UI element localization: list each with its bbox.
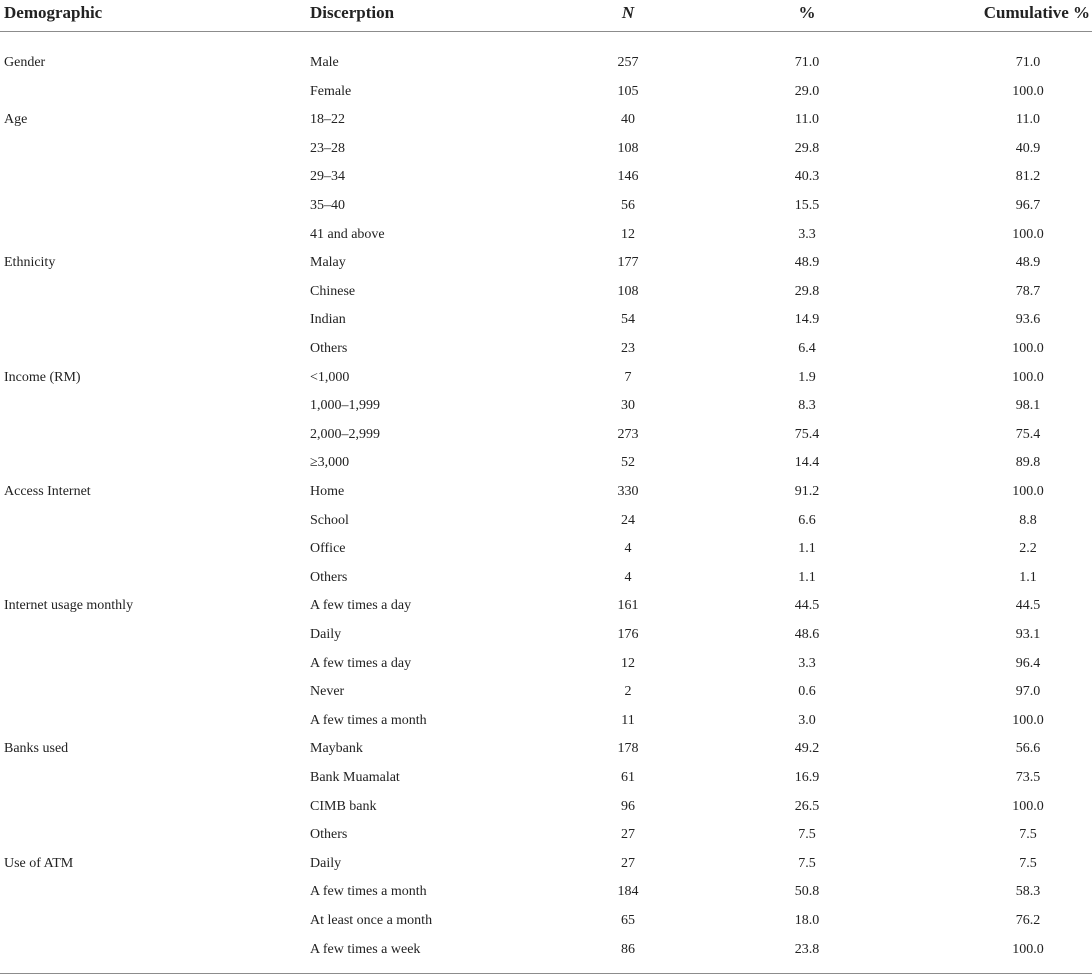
table-row [0,710,1092,738]
cell-n: 86 [621,941,635,957]
cell-cumulative: 8.8 [1019,512,1037,528]
cell-cumulative: 98.1 [1015,398,1041,414]
cell-cumulative: 78.7 [1015,283,1041,299]
cell-percent: 14.9 [794,312,820,328]
cell-n: 27 [621,855,635,871]
table-row [0,595,1092,623]
cell-cumulative: 89.8 [1015,455,1041,471]
cell-cumulative: 75.4 [1015,426,1041,442]
cell-n: 30 [621,398,635,414]
cell-cumulative: 100.0 [1012,341,1044,356]
cell-cumulative: 100.0 [1012,369,1044,385]
cell-cumulative: 100.0 [1012,484,1044,499]
cell-demographic: Income (RM) [4,369,81,385]
cell-description: 2,000–2,999 [310,426,380,442]
cell-n: 105 [617,83,639,99]
cell-percent: 0.6 [798,684,816,700]
cell-percent: 6.6 [798,512,816,528]
header-description: Discerption [310,3,395,22]
cell-n: 184 [617,884,639,900]
cell-percent: 75.4 [794,426,820,442]
cell-description: <1,000 [310,369,350,385]
table-row [0,738,1092,766]
cell-description: Malay [310,255,346,271]
cell-n: 108 [617,140,639,156]
cell-cumulative: 100.0 [1012,941,1044,957]
table-row [0,796,1092,824]
cell-description: 35–40 [310,198,345,213]
cell-demographic: Access Internet [4,484,91,499]
table-row [0,881,1092,909]
cell-n: 24 [621,512,635,528]
cell-percent: 26.5 [794,798,820,814]
cell-description: Male [310,55,339,70]
table-row [0,510,1092,538]
table-row [0,367,1092,395]
cell-n: 12 [621,655,635,671]
cell-percent: 6.4 [798,341,816,356]
table-row [0,681,1092,709]
cell-n: 273 [617,426,639,442]
cell-n: 12 [621,226,635,242]
cell-description: 29–34 [310,169,345,185]
cell-n: 40 [621,112,635,128]
table-row [0,109,1092,137]
table-row [0,538,1092,566]
table-row [0,481,1092,509]
cell-percent: 48.6 [794,627,820,642]
cell-description: Home [310,484,345,499]
cell-description: Chinese [310,283,356,299]
cell-cumulative: 76.2 [1015,913,1041,928]
cell-n: 7 [624,369,632,385]
table-row [0,138,1092,166]
cell-percent: 11.0 [795,112,819,128]
table-row [0,281,1092,309]
cell-demographic: Age [4,112,28,128]
cell-n: 27 [621,827,635,843]
cell-percent: 49.2 [794,741,820,757]
cell-percent: 48.9 [794,255,820,271]
cell-description: A few times a month [310,712,427,728]
table-row [0,910,1092,938]
table-row [0,52,1092,80]
table-row [0,309,1092,337]
cell-n: 176 [617,627,639,642]
table-row [0,395,1092,423]
cell-cumulative: 40.9 [1015,140,1041,156]
table-row [0,424,1092,452]
cell-cumulative: 100.0 [1012,798,1044,814]
table-row [0,252,1092,280]
cell-description: Others [310,827,348,843]
cell-description: Office [310,541,346,557]
cell-n: 23 [621,341,635,356]
cell-demographic: Ethnicity [4,255,56,271]
cell-percent: 3.0 [798,712,816,728]
cell-percent: 29.8 [794,283,820,299]
cell-description: Others [310,341,348,356]
table-row [0,624,1092,652]
cell-percent: 1.1 [798,569,816,585]
table-row [0,81,1092,109]
cell-cumulative: 100.0 [1012,712,1044,728]
cell-cumulative: 81.2 [1015,169,1041,185]
cell-description: CIMB bank [310,798,377,814]
cell-description: Bank Muamalat [310,770,400,785]
cell-description: Female [310,83,352,99]
cell-n: 56 [621,198,635,213]
cell-demographic: Banks used [4,741,69,757]
cell-description: A few times a day [310,655,412,671]
cell-description: Others [310,569,348,585]
cell-n: 54 [621,312,635,328]
cell-description: 23–28 [310,140,345,156]
header-demographic: Demographic [4,3,103,22]
cell-description: Maybank [310,741,363,757]
cell-percent: 29.0 [794,83,820,99]
cell-cumulative: 73.5 [1015,770,1041,785]
cell-n: 2 [624,684,632,700]
table-header [0,2,1092,26]
cell-percent: 18.0 [794,913,820,928]
cell-cumulative: 93.6 [1015,312,1041,328]
cell-description: Daily [310,627,342,642]
cell-cumulative: 48.9 [1015,255,1041,271]
cell-n: 4 [624,569,632,585]
cell-description: School [310,512,349,528]
cell-n: 178 [617,741,639,757]
cell-n: 11 [621,712,635,728]
cell-cumulative: 44.5 [1015,598,1041,614]
cell-n: 96 [621,798,635,814]
table-row [0,224,1092,252]
table-row [0,767,1092,795]
table-row [0,338,1092,366]
table-row [0,567,1092,595]
cell-cumulative: 100.0 [1012,226,1044,242]
header-percent: % [798,3,816,22]
cell-cumulative: 71.0 [1015,55,1041,70]
cell-percent: 3.3 [798,655,816,671]
cell-cumulative: 1.1 [1019,569,1037,585]
cell-description: At least once a month [310,913,433,928]
cell-description: 18–22 [310,112,345,128]
cell-cumulative: 100.0 [1012,83,1044,99]
cell-description: A few times a month [310,884,427,900]
header-n: N [621,3,635,22]
cell-n: 61 [621,770,635,785]
cell-cumulative: 7.5 [1019,827,1037,843]
cell-cumulative: 7.5 [1019,855,1037,871]
cell-cumulative: 58.3 [1015,884,1041,900]
cell-description: Daily [310,855,342,871]
cell-n: 146 [617,169,639,185]
cell-percent: 91.2 [794,484,820,499]
cell-percent: 40.3 [794,169,820,185]
cell-n: 52 [621,455,635,471]
cell-percent: 8.3 [798,398,816,414]
cell-n: 4 [624,541,632,557]
cell-description: 1,000–1,999 [310,398,380,414]
cell-n: 65 [621,913,635,928]
table-row [0,166,1092,194]
cell-description: Indian [310,312,346,328]
table-row [0,853,1092,881]
cell-demographic: Internet usage monthly [4,598,134,614]
cell-description: 41 and above [310,226,385,242]
cell-demographic: Use of ATM [4,855,74,871]
cell-description: A few times a week [310,941,421,957]
cell-percent: 1.9 [798,369,816,385]
cell-demographic: Gender [4,55,46,70]
cell-percent: 50.8 [794,884,820,900]
table-row [0,452,1092,480]
cell-percent: 29.8 [794,140,820,156]
cell-percent: 14.4 [794,455,820,471]
table-row [0,195,1092,223]
cell-description: ≥3,000 [310,455,350,471]
cell-percent: 7.5 [798,855,816,871]
cell-n: 161 [617,598,639,614]
cell-percent: 7.5 [798,827,816,843]
cell-percent: 15.5 [794,198,820,213]
cell-n: 330 [617,484,639,499]
table-row [0,824,1092,852]
cell-cumulative: 97.0 [1015,684,1041,700]
cell-cumulative: 56.6 [1015,741,1041,757]
table-bottom-rule [0,973,1092,974]
cell-percent: 16.9 [794,770,820,785]
cell-cumulative: 93.1 [1015,627,1041,642]
cell-n: 177 [617,255,639,271]
cell-description: A few times a day [310,598,412,614]
cell-percent: 3.3 [798,226,816,242]
cell-cumulative: 96.7 [1015,198,1041,213]
table-row [0,939,1092,967]
cell-cumulative: 2.2 [1019,541,1037,557]
cell-n: 257 [617,55,639,70]
cell-percent: 1.1 [798,541,816,557]
cell-description: Never [310,684,345,700]
cell-cumulative: 11.0 [1016,112,1040,128]
cell-cumulative: 96.4 [1015,655,1041,671]
table-row [0,653,1092,681]
header-divider [0,31,1092,32]
cell-percent: 44.5 [794,598,820,614]
cell-percent: 71.0 [794,55,820,70]
header-cumulative: Cumulative % [983,3,1090,22]
cell-percent: 23.8 [794,941,820,957]
cell-n: 108 [617,283,639,299]
